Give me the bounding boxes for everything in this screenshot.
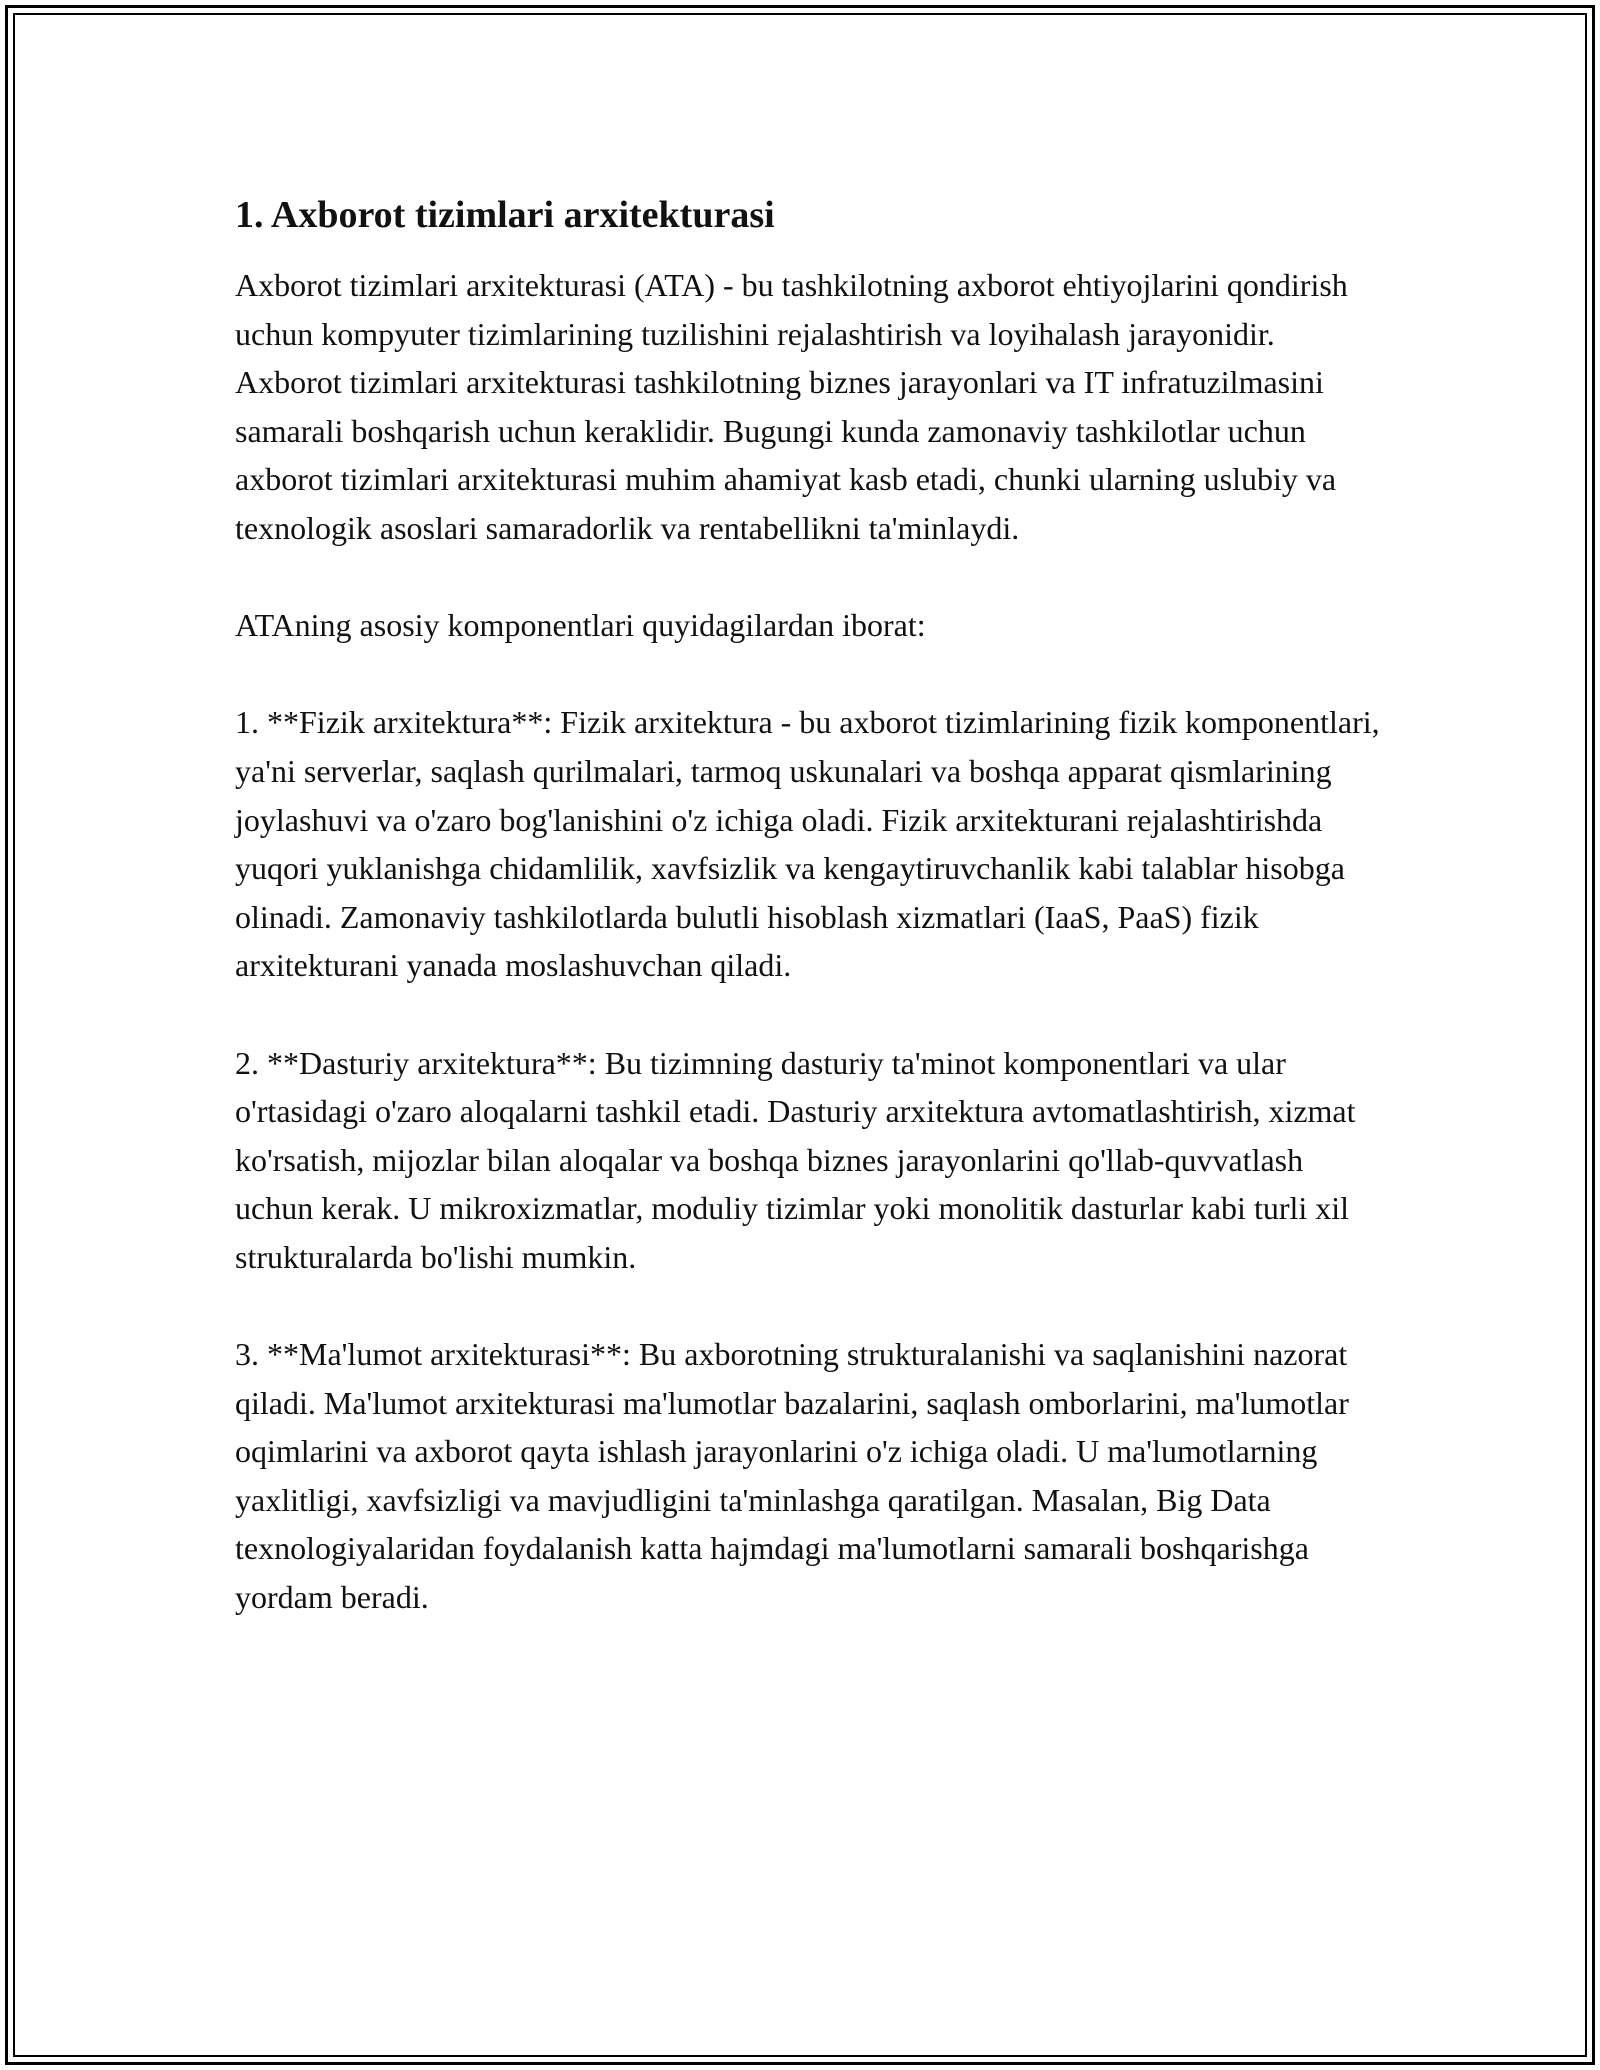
components-lead-paragraph: ATAning asosiy komponentlari quyidagilardan iborat:: [235, 607, 926, 644]
software-architecture-paragraph: 2. **Dasturiy arxitektura**: Bu tizimning dasturiy ta'minot komponentlari va ular o'rtasidagi o'zaro aloqalarni tashkil etadi. Dasturiy arxitektura avtomatlashtirish, xizmat ko'rsatish, mijozlar bilan aloqalar va boshqa biznes jarayonlarini qo'llab-quvvatlash uchun kerak. U mikroxizmatlar, moduliy tizimlar yoki monolitik dasturlar kabi turli xil strukturalarda bo'lishi mumkin.: [235, 1044, 1356, 1275]
document-body: [235, 185, 1385, 1622]
section-title: 1. Axborot tizimlari arxitekturasi: [235, 194, 775, 236]
intro-paragraph: Axborot tizimlari arxitekturasi (ATA) - bu tashkilotning axborot ehtiyojlarini qondirish uchun kompyuter tizimlarining tuzilishini rejalashtirish va loyihalash jarayonidir. Axborot tizimlari arxitekturasi tashkilotning biznes jarayonlari va IT infratuzilmasini samarali boshqarish uchun keraklidir. Bugungi kunda zamonaviy tashkilotlar uchun axborot tizimlari arxitekturasi muhim ahamiyat kasb etadi, chunki ularning uslubiy va texnologik asoslari samaradorlik va rentabellikni ta'minlaydi.: [235, 267, 1348, 546]
physical-architecture-paragraph: 1. **Fizik arxitektura**: Fizik arxitektura - bu axborot tizimlarining fizik komponentlari, ya'ni serverlar, saqlash qurilmalari, tarmoq uskunalari va boshqa apparat qismlarining joylashuvi va o'zaro bog'lanishini o'z ichiga oladi. Fizik arxitekturani rejalashtirishda yuqori yuklanishga chidamlilik, xavfsizlik va kengaytiruvchanlik kabi talablar hisobga olinadi. Zamonaviy tashkilotlarda bulutli hisoblash xizmatlari (IaaS, PaaS) fizik arxitekturani yanada moslashuvchan qiladi.: [235, 704, 1380, 984]
data-architecture-paragraph: 3. **Ma'lumot arxitekturasi**: Bu axborotning strukturalanishi va saqlanishini nazorat qiladi. Ma'lumot arxitekturasi ma'lumotlar bazalarini, saqlash omborlarini, ma'lumotlar oqimlarini va axborot qayta ishlash jarayonlarini o'z ichiga oladi. U ma'lumotlarning yaxlitligi, xavfsizligi va mavjudligini ta'minlashga qaratilgan. Masalan, Big Data texnologiyalaridan foydalanish katta hajmdagi ma'lumotlarni samarali boshqarishga yordam beradi.: [235, 1336, 1349, 1616]
